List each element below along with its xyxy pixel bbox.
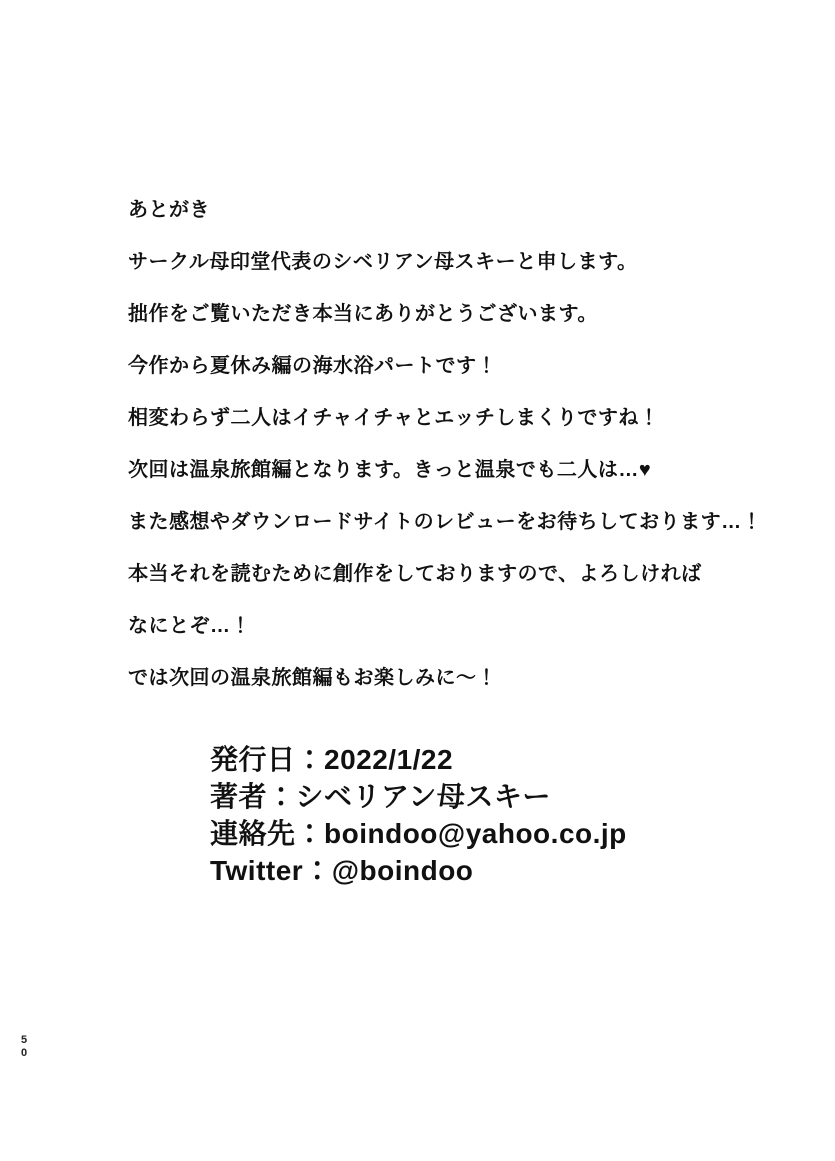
afterword-heading: あとがき	[128, 199, 210, 221]
afterword-paragraph: 拙作をご覧いただき本当にありがとうございます。	[128, 303, 598, 325]
afterword-paragraph: また感想やダウンロードサイトのレビューをお待ちしております…！	[128, 511, 763, 533]
colophon-publication-date: 発行日：2022/1/22	[210, 744, 454, 775]
afterword-paragraph: なにとぞ…！	[128, 615, 251, 637]
afterword-paragraph: では次回の温泉旅館編もお楽しみに〜！	[128, 667, 497, 689]
afterword-paragraph: 今作から夏休み編の海水浴パートです！	[128, 355, 497, 377]
colophon-author: 著者：シベリアン母スキー	[210, 781, 551, 812]
colophon-twitter: Twitter：@boindoo	[210, 855, 474, 886]
afterword-paragraph: 相変わらず二人はイチャイチャとエッチしまくりですね！	[128, 407, 660, 429]
afterword-paragraph: 本当それを読むために創作をしておりますので、よろしければ	[128, 563, 702, 585]
afterword-paragraph: サークル母印堂代表のシベリアン母スキーと申します。	[128, 251, 638, 273]
afterword-text-block	[128, 184, 762, 704]
colophon-block	[210, 741, 627, 889]
page-number: 50	[18, 1034, 30, 1060]
afterword-paragraph: 次回は温泉旅館編となります。きっと温泉でも二人は…♥	[128, 459, 652, 481]
colophon-contact: 連絡先：boindoo@yahoo.co.jp	[210, 818, 627, 849]
